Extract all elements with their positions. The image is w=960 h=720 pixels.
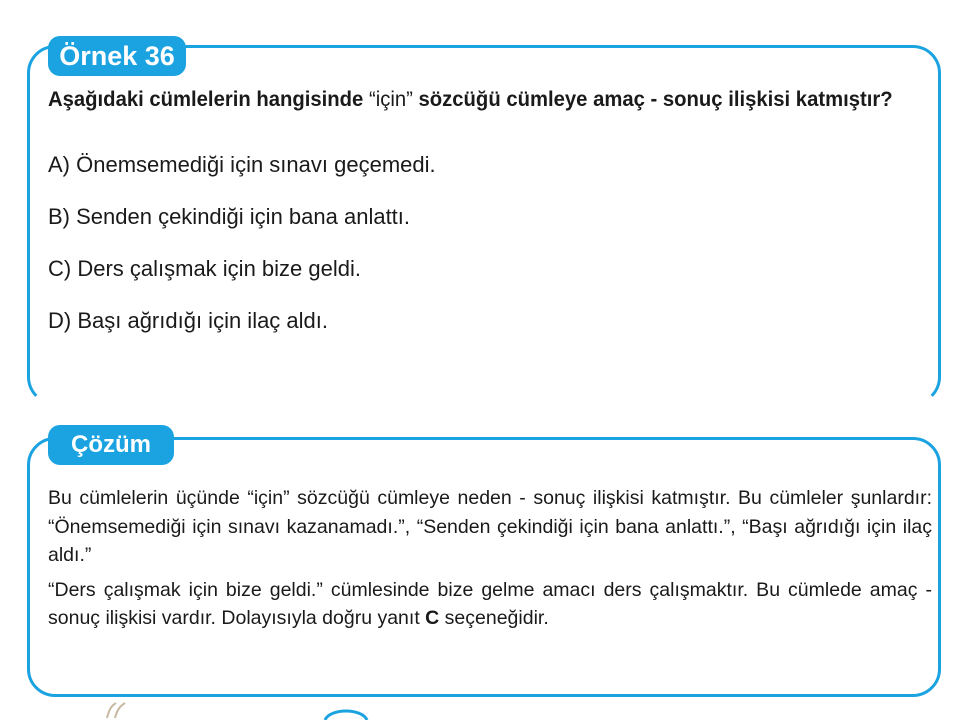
option-c[interactable]: C) Ders çalışmak için bize geldi. xyxy=(48,256,361,281)
solution-tab: Çözüm xyxy=(48,425,174,465)
options-list xyxy=(48,150,436,358)
answer-letter: C xyxy=(425,607,440,629)
question-pre: Aşağıdaki cümlelerin hangisinde xyxy=(48,88,369,111)
option-a[interactable]: A) Önemsemediği için sınavı geçemedi. xyxy=(48,152,436,177)
question-quote: “için” xyxy=(368,88,413,111)
option-d[interactable]: D) Başı ağrıdığı için ilaç aldı. xyxy=(48,308,329,333)
circle-icon xyxy=(322,706,370,720)
question-text xyxy=(48,88,917,112)
quote-mark-icon xyxy=(103,700,131,720)
question-post: sözcüğü cümleye amaç - sonuç ilişkisi katmıştır? xyxy=(412,88,893,111)
solution-paragraph-2-post: seçeneğidir. xyxy=(439,607,549,629)
solution-paragraph-2 xyxy=(48,576,932,633)
solution-paragraph-1: Bu cümlelerin üçünde “için” sözcüğü cümleye neden - sonuç ilişkisi katmıştır. Bu cümleler şunlardır: “Önemsemediği için sınavı kazanamadı.”, “Senden çekindiği için bana anlattı.”, “Başı ağrıdığı için ilaç aldı.” xyxy=(48,487,932,566)
example-tab: Örnek 36 xyxy=(48,36,186,76)
solution-paragraph-2-pre: “Ders çalışmak için bize geldi.” cümlesinde bize gelme amacı ders çalışmaktır. Bu cümlede amaç - sonuç ilişkisi vardır. Dolayısıyla doğru yanıt xyxy=(48,578,932,629)
option-b[interactable]: B) Senden çekindiği için bana anlattı. xyxy=(48,204,411,229)
solution-text xyxy=(48,484,932,639)
